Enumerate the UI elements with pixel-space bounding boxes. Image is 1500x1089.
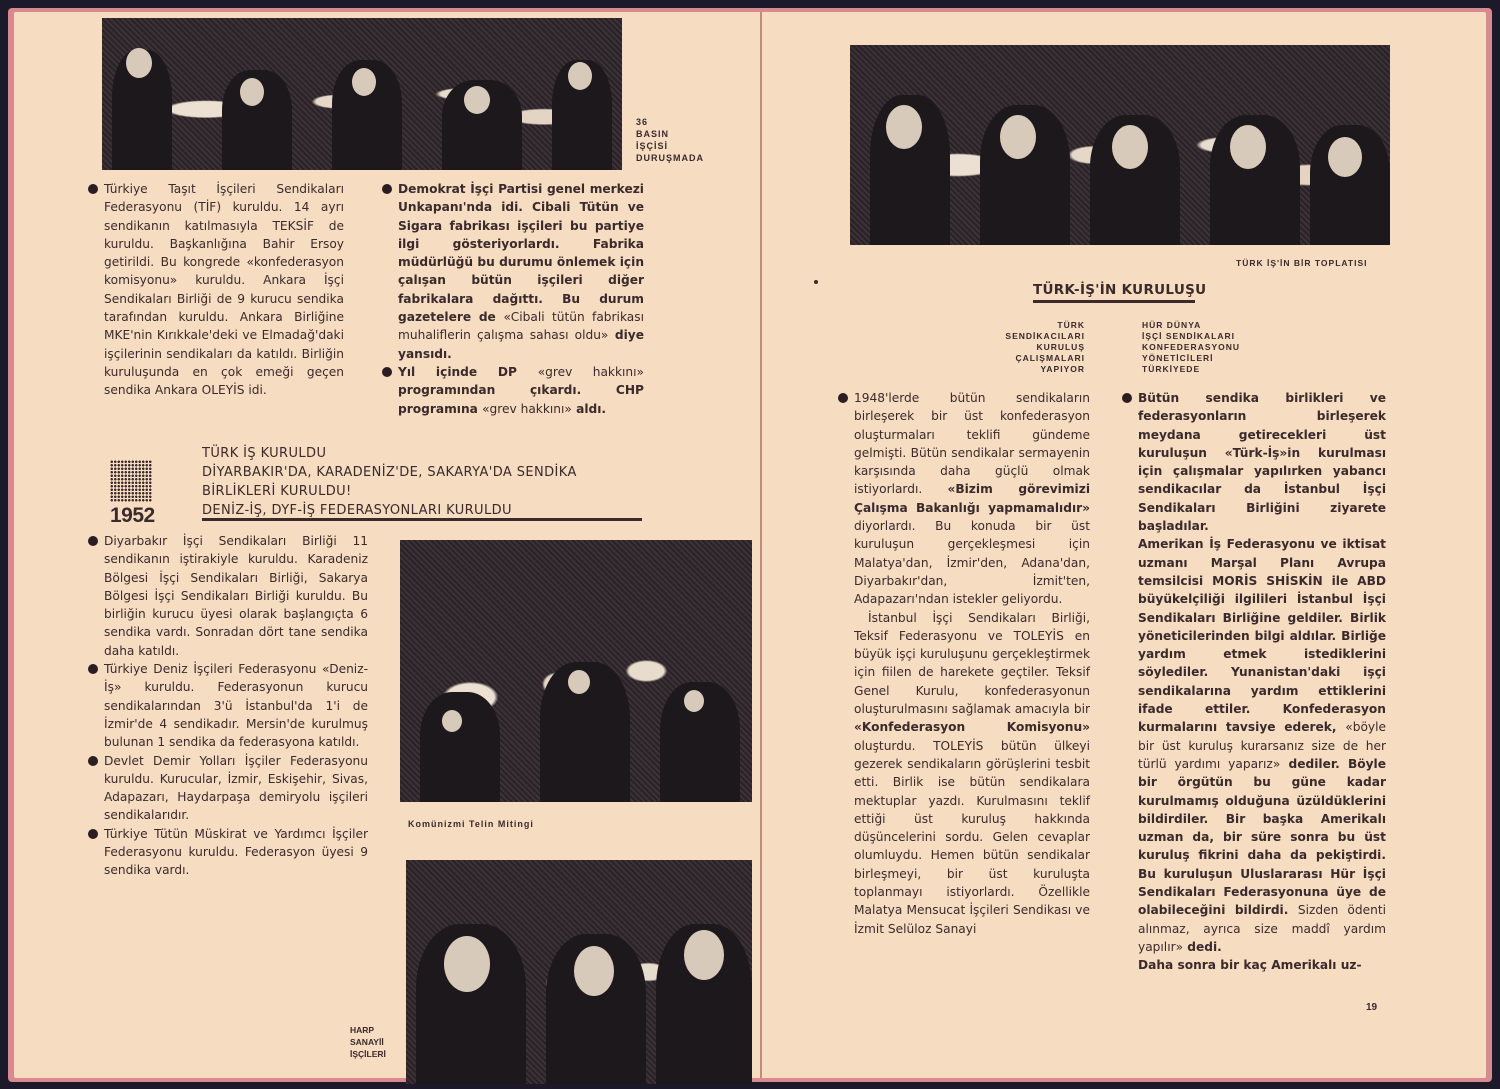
photo-caption-rally: Komünizmi Telin Mitingi (408, 819, 534, 829)
bold-text: diye yansıdı. (398, 328, 644, 361)
title-underline (1033, 300, 1195, 303)
side-note-line: YAPIYOR (1040, 364, 1085, 374)
quote-text: «grev hakkını» (482, 401, 572, 416)
headline-line: TÜRK İŞ KURULDU (202, 446, 327, 461)
bullet-paragraph: Türkiye Taşıt İşçileri Sendikaları Federasyonu (TİF) kuruldu. 14 ayrı sendikanın katılmasıyla TEKSİF de kuruldu. Başkanlığına Bahir Ersoy getirildi. Bu kongrede «konfederasyon komisyonu» kuruldu. Ankara İşçi Sendikaları Birliği de 9 kurucu sendika tarafından kuruldu. Ankara Birliğine MKE'nin Kırıkkale'deki ve Elmadağ'daki işçilerinin sendikaları da katıldı. Birliğin kuruluşunda en çok emeği geçen sendika Ankara OLEYİS idi. (88, 180, 344, 400)
gutter-divider (760, 12, 762, 1078)
left-column-2 (382, 180, 644, 418)
photo-turk-is-meeting (850, 45, 1390, 245)
side-note-line: İŞÇİ SENDİKALARI (1142, 331, 1235, 341)
quote-text: «grev hakkını» (537, 364, 644, 379)
right-column-2 (1122, 389, 1386, 975)
body-text: İstanbul İşçi Sendikaları Birliği, Teksif Federasyonu ve TOLEYİS en büyük işçi kuruluşunu gerçekleştirmek için fiilen de harekete geçtiler. Teksif Genel Kurulu, konfederasyonun oluşturulmasını sağlamak amacıyla bir (854, 610, 1090, 717)
photo-press-worker-trial (102, 18, 622, 170)
side-note-left (950, 320, 1085, 375)
body-text: oluşturdu. TOLEYİS bütün ülkeyi gezerek sendikaların görüşlerini tesbit etti. Birlik ise bütün sendikalara mektuplar yazdı. Kurulmasını teklif ettiği üst kuruluş hakkında düşüncelerini sordu. Gelen cevaplar olumluydu. Hemen bütün sendikalar birleşmeyi, bir üst kuruluşta toplanmayı istiyorlardı. Özellikle Malatya Mensucat İşçileri Sendikası ve İzmit Selüloz Sanayi (854, 738, 1090, 936)
side-note-line: KURULUŞ (1036, 342, 1085, 352)
side-note-right (1142, 320, 1292, 375)
caption-line: SANAYİİ (350, 1037, 384, 1047)
bullet-paragraph: Diyarbakır İşçi Sendikaları Birliği 11 sendikanın iştirakiyle kuruldu. Karadeniz Bölgesi İşçi Sendikaları Birliği, Sakarya Bölgesi İşçi Sendikaları Birliği kuruldu. Bu birliğin kurucu üyesi olarak başlangıçta 6 sendika vardı. Sonradan dört tane sendika daha katıldı. (88, 532, 368, 660)
bullet-paragraph (838, 389, 1090, 609)
bold-text: programından çıkardı. CHP programına (398, 383, 644, 416)
left-column-3 (88, 532, 368, 880)
headline-line: BİRLİKLERİ KURULDU! (202, 484, 352, 499)
bullet-paragraph: Türkiye Tütün Müskirat ve Yardımcı İşçiler Federasyonu kuruldu. Federasyon üyesi 9 sendika vardı. (88, 825, 368, 880)
photo-caption-turk-is: TÜRK İŞ'İN BİR TOPLATISI (1236, 258, 1368, 268)
photo-war-industry-workers (406, 860, 752, 1084)
bullet-paragraph (382, 363, 644, 418)
body-paragraph: Daha sonra bir kaç Amerikalı uz- (1138, 958, 1362, 973)
side-note-line: SENDİKACILARI (1005, 331, 1085, 341)
year-marker (110, 460, 154, 528)
photo-rally (400, 540, 752, 802)
bold-text: dedi. (1183, 939, 1222, 954)
quote-text: «böyle bir üst kuruluş kurarsanız size de her türlü yardımı yaparız» (1138, 720, 1386, 771)
body-text: diyorlardı. Bu konuda bir üst kuruluşun gerçekleşmesi için Malatya'dan, İzmir'den, Adana'dan, Diyarbakır'dan, İzmit'ten, Adapazarı'ndan istekler geliyordu. (854, 519, 1090, 607)
caption-line: BASIN (636, 129, 670, 139)
section-title: TÜRK-İŞ'İN KURULUŞU (1033, 282, 1207, 298)
dot-pattern-icon (110, 460, 152, 502)
bold-text: Demokrat İşçi Partisi genel merkezi Unkapanı'nda idi. Cibali Tütün ve Sigara fabrikası işçileri bu partiye ilgi gösteriyorlardı. Fabrika müdürlüğü bu durumu önlemek için çalışan bütün işçileri diğer fabrikalara dağıttı. Bu durum gazetelere de (398, 182, 644, 325)
body-paragraph (838, 609, 1090, 938)
year-headline (202, 444, 652, 520)
photo-caption-press-worker (636, 116, 704, 164)
caption-line: DURUŞMADA (636, 153, 704, 163)
bold-text: Amerikan İş Federasyonu ve iktisat uzmanı Marşal Planı Avrupa temsilcisi MORİS SHİSKİN ile ABD büyükelçiliği ilgilileri İstanbul İşçi Sendikaları Birliğine geldiler. Birlik yöneticilerinden bilgi aldılar. Birliğe yardım etmek istediklerini söylediler. Yunanistan'daki işçi sendikalarına yardım ettiklerini ifade ettiler. Konfederasyon kurmalarını tavsiye ederek, (1138, 537, 1386, 735)
page-number: 19 (1366, 1002, 1378, 1013)
bold-text: «Konfederasyon Komisyonu» (854, 720, 1090, 735)
side-note-line: TÜRK (1057, 320, 1085, 330)
caption-line: HARP (350, 1025, 375, 1035)
caption-number: 36 (636, 117, 649, 127)
bold-text: dediler. Böyle bir örgütün bu güne kadar kurulmamış olduğuna üzüldüklerini bildirdiler. Bir başka Amerikalı uzman da, bir süre sonra bu üst kuruluş fikrini daha da pekiştirdi. Bu kuruluşun Uluslararası Hür İşçi Sendikaları Federasyonuna üye de olabileceğini bildirdi. (1138, 756, 1386, 918)
side-note-line: KONFEDERASYONU (1142, 342, 1241, 352)
caption-line: İŞÇİSİ (636, 141, 669, 151)
caption-line: İŞÇİLERİ (350, 1049, 386, 1059)
side-note-line: ÇALIŞMALARI (1015, 353, 1085, 363)
side-note-line: TÜRKİYEDE (1142, 364, 1201, 374)
bold-text: aldı. (571, 401, 607, 416)
bullet-paragraph: Devlet Demir Yolları İşçiler Federasyonu kuruldu. Kurucular, İzmir, Eskişehir, Sivas, Adapazarı, Haydarpaşa demiryolu işçileri sendikalarıdır. (88, 752, 368, 825)
print-speck (814, 280, 818, 284)
body-text: 1948'lerde bütün sendikaların birleşerek bir üst konfederasyon oluşturmaları teklifi gündeme gelmişti. Bütün sendikalar sermayenin karşısında daha güçlü olmak istiyorlardı. (854, 391, 1090, 497)
quote-text: Sizden ödenti alınmaz, ayrıca size maddî yardım yapılır» (1138, 903, 1387, 954)
bullet-paragraph: Bütün sendika birlikleri ve federasyonların birleşerek meydana getirecekleri üst kuruluşun «Türk-İş»in kurulması için çalışmalar yapılırken yabancı sendikacılar da İstanbul İşçi Sendikaları Birliğini ziyarete başladılar. (1122, 389, 1386, 535)
bullet-paragraph (382, 180, 644, 363)
bold-text: Yıl içinde DP (398, 364, 538, 379)
headline-line: DİYARBAKIR'DA, KARADENİZ'DE, SAKARYA'DA SENDİKA (202, 465, 577, 480)
bold-text: «Bizim görevimizi Çalışma Bakanlığı yapmamalıdır» (854, 482, 1090, 515)
body-paragraph (1122, 535, 1386, 956)
quote-text: «Cibali tütün fabrikası muhaliflerin çalışma sahası oldu» (398, 310, 644, 343)
side-note-line: HÜR DÜNYA (1142, 320, 1202, 330)
right-column-1 (838, 389, 1090, 938)
headline-underline (202, 518, 642, 521)
year-label: 1952 (110, 504, 155, 527)
side-note-line: YÖNETİCİLERİ (1142, 353, 1214, 363)
bullet-paragraph: Türkiye Deniz İşçileri Federasyonu «Deniz-İş» kuruldu. Federasyonun kurucu sendikalarından 3'ü İstanbul'da 1'i de İzmir'de 4 sendikadır. Mersin'de kurulmuş bulunan 1 sendika da federasyona katıldı. (88, 660, 368, 751)
left-column-1 (88, 180, 344, 400)
headline-line: DENİZ-İŞ, DYF-İŞ FEDERASYONLARI KURULDU (202, 503, 512, 518)
photo-caption-war-industry (350, 1024, 386, 1060)
